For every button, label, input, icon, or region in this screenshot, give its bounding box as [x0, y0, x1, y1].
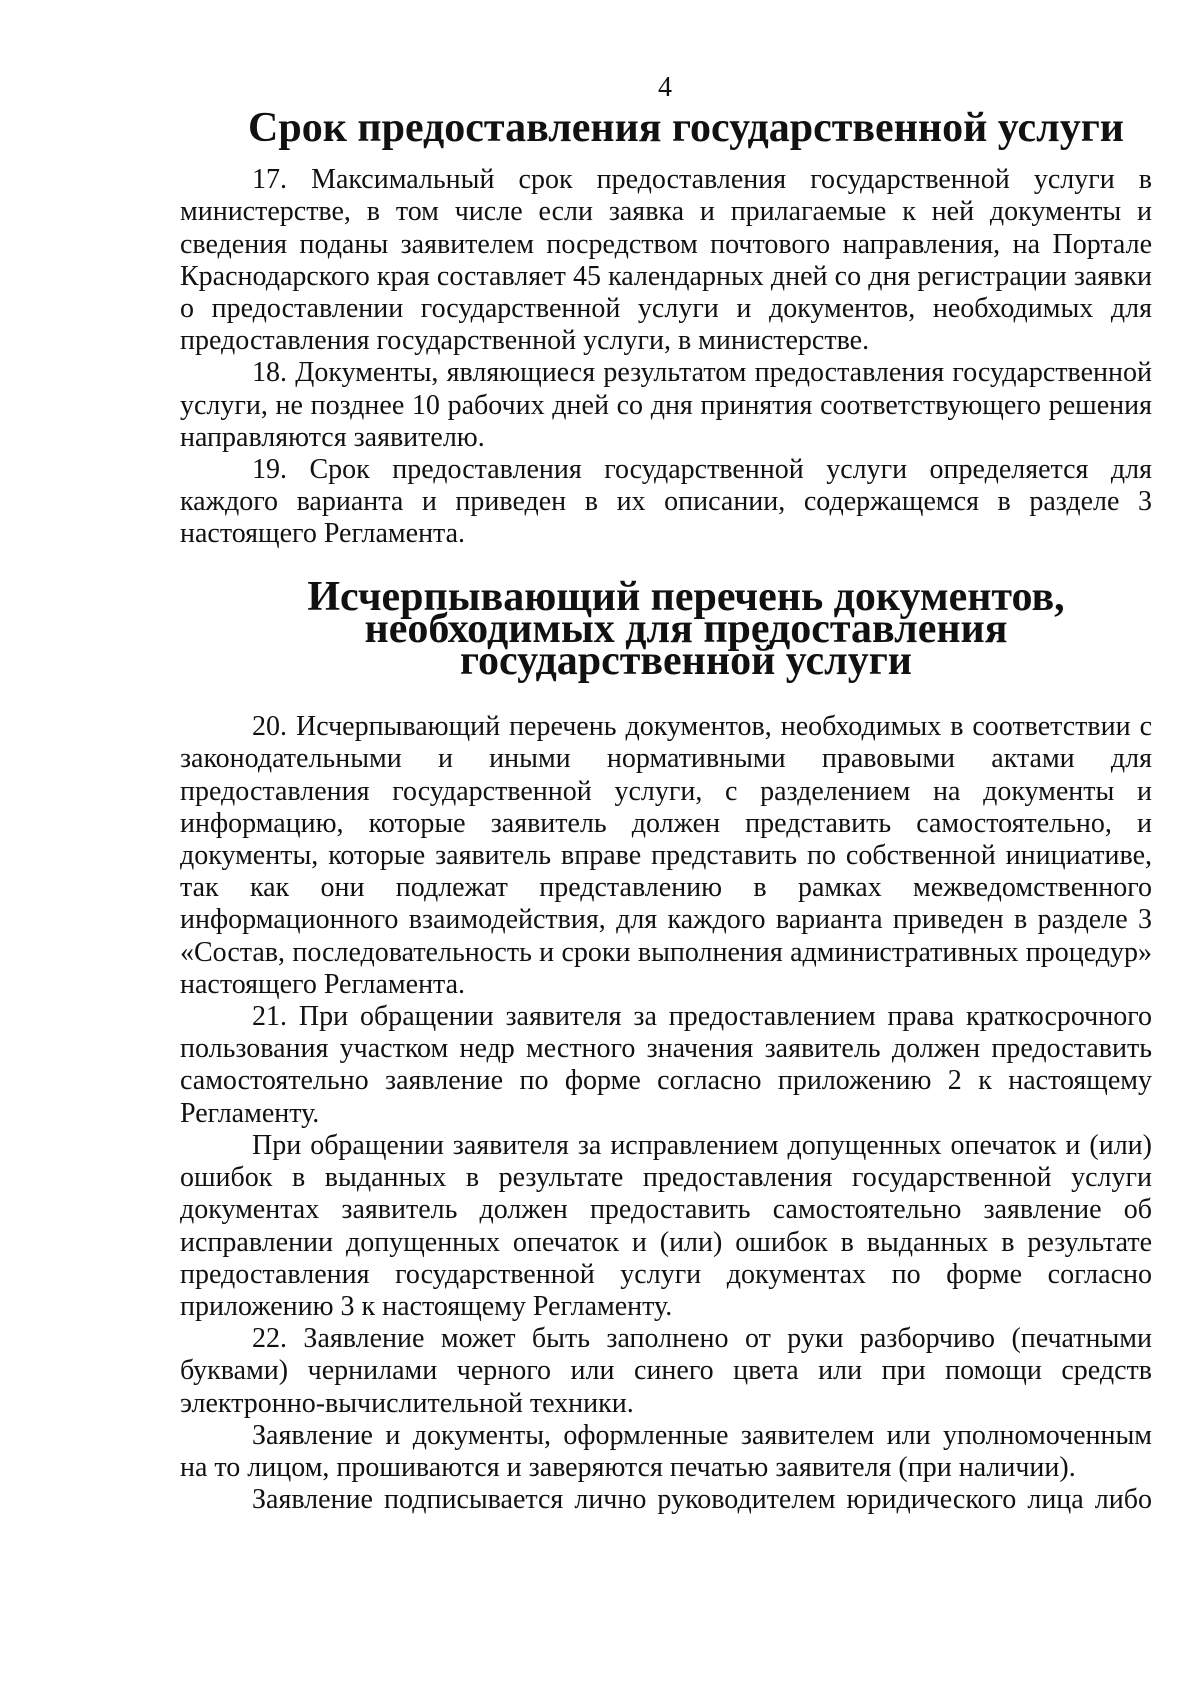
paragraph-22-seal: Заявление и документы, оформленные заявителем или уполномоченным на то лицом, прошиваются и заверяются печатью заявителя (при наличии). — [180, 1419, 1152, 1483]
paragraph-21-corrections: При обращении заявителя за исправлением допущенных опечаток и (или) ошибок в выданных в результате предоставления государственной услуги документах заявитель должен предоставить самостоятельно заявление об исправлении допущенных опечаток и (или) ошибок в выданных в результате предоставления государственной услуги документах по форме согласно приложению 3 к настоящему Регламенту. — [180, 1129, 1152, 1322]
page-number: 4 — [658, 72, 672, 103]
paragraph-17: 17. Максимальный срок предоставления государственной услуги в министерстве, в том числе если заявка и прилагаемые к ней документы и сведения поданы заявителем посредством почтового направления, на Портале Краснодарского края составляет 45 календарных дней со дня регистрации заявки о предоставлении государственной услуги и документов, необходимых для предоставления государственной услуги, в министерстве. — [180, 164, 1152, 357]
section-title-documents — [180, 573, 1152, 685]
paragraph-22: 22. Заявление может быть заполнено от руки разборчиво (печатными буквами) чернилами черного или синего цвета или при помощи средств электронно-вычислительной техники. — [180, 1323, 1152, 1419]
paragraph-20: 20. Исчерпывающий перечень документов, необходимых в соответствии с законодательными и иными нормативными правовыми актами для предоставления государственной услуги, с разделением на документы и информацию, которые заявитель должен представить самостоятельно, и документы, которые заявитель вправе представить по собственной инициативе, так как они подлежат представлению в рамках межведомственного информационного взаимодействия, для каждого варианта приведен в разделе 3 «Состав, последовательность и сроки выполнения административных процедур» настоящего Регламента. — [180, 711, 1152, 1000]
paragraph-19: 19. Срок предоставления государственной услуги определяется для каждого варианта и приведен в их описании, содержащемся в разделе 3 настоящего Регламента. — [180, 454, 1152, 550]
section-title-line-3: государственной услуги — [460, 638, 912, 685]
paragraph-18: 18. Документы, являющиеся результатом предоставления государственной услуги, не позднее 10 рабочих дней со дня принятия соответствующего решения направляются заявителю. — [180, 357, 1152, 453]
section-title-line-2: необходимых для предоставления — [364, 605, 1008, 652]
document-body — [180, 105, 1152, 1516]
section-title-term: Срок предоставления государственной услуги — [248, 105, 1124, 151]
paragraph-21: 21. При обращении заявителя за предоставлением права краткосрочного пользования участком недр местного значения заявитель должен предоставить самостоятельно заявление по форме согласно приложению 2 к настоящему Регламенту. — [180, 1001, 1152, 1129]
section-title-line-1: Исчерпывающий перечень документов, — [307, 573, 1065, 620]
paragraph-22-signature: Заявление подписывается лично руководителем юридического лица либо — [252, 1484, 1152, 1516]
